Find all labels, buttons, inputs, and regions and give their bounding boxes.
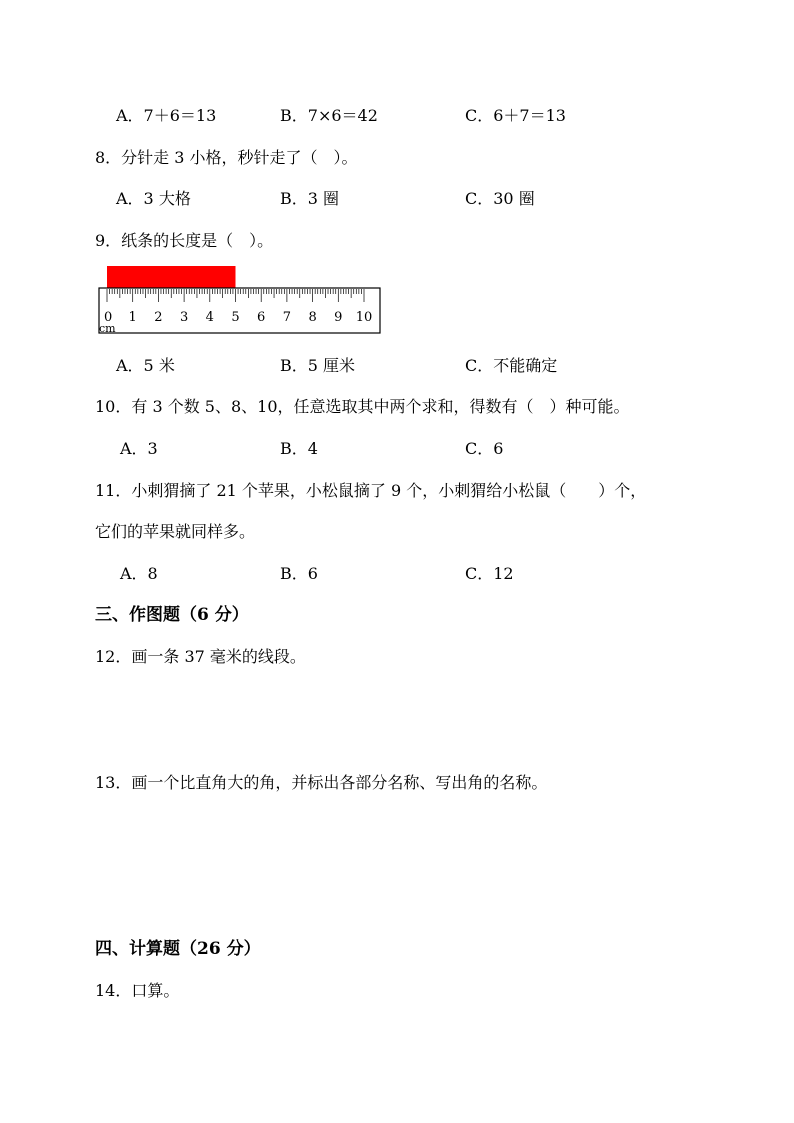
q9-option-c: C．不能确定 [465, 356, 558, 375]
section-4-title: 四、计算题（26 分） [95, 939, 261, 959]
q10-option-c: C．6 [465, 439, 504, 458]
q12-question: 12．画一条 37 毫米的线段。 [95, 647, 306, 666]
ruler-label: 0 [104, 310, 113, 325]
q8-question: 8．分针走 3 小格，秒针走了（ ）。 [95, 148, 358, 167]
q7-option-b: B．7×6＝42 [280, 106, 378, 125]
q11-option-a: A．8 [120, 564, 158, 583]
q8-option-b: B．3 圈 [280, 189, 340, 208]
q10-option-b: B．4 [280, 439, 318, 458]
q11-option-b: B．6 [280, 564, 318, 583]
ruler-unit-label: cm [99, 322, 116, 335]
q9-question: 9．纸条的长度是（ ）。 [95, 231, 274, 250]
ruler-label: 8 [308, 310, 317, 325]
q10-question: 10．有 3 个数 5、8、10，任意选取其中两个求和，得数有（ ）种可能。 [95, 397, 630, 416]
q14-question: 14．口算。 [95, 981, 180, 1000]
q11-option-c: C．12 [465, 564, 514, 583]
paper-strip [107, 266, 236, 288]
ruler-label: 2 [154, 310, 163, 325]
section-3-title: 三、作图题（6 分） [95, 605, 249, 625]
q9-option-b: B．5 厘米 [280, 356, 356, 375]
ruler-label: 1 [128, 310, 137, 325]
ruler-label: 10 [355, 310, 373, 325]
ruler-label: 4 [205, 310, 214, 325]
q13-question: 13．画一个比直角大的角，并标出各部分名称、写出角的名称。 [95, 773, 548, 792]
q7-option-c: C．6＋7＝13 [465, 106, 566, 125]
q8-option-c: C．30 圈 [465, 189, 535, 208]
q11-question-line2: 它们的苹果就同样多。 [95, 522, 256, 541]
ruler-label: 9 [334, 310, 343, 325]
ruler-svg [98, 266, 382, 336]
ruler-label: 6 [257, 310, 266, 325]
q11-question-line1: 11．小刺猬摘了 21 个苹果，小松鼠摘了 9 个，小刺猬给小松鼠（ ）个， [95, 481, 647, 500]
q7-option-a: A．7＋6＝13 [116, 106, 217, 125]
q9-option-a: A．5 米 [116, 356, 175, 375]
ruler-figure [98, 266, 382, 336]
ruler-label: 3 [179, 310, 189, 325]
q10-option-a: A．3 [120, 439, 158, 458]
ruler-label: 7 [282, 310, 292, 325]
ruler-label: 5 [231, 310, 240, 325]
q8-option-a: A．3 大格 [116, 189, 191, 208]
